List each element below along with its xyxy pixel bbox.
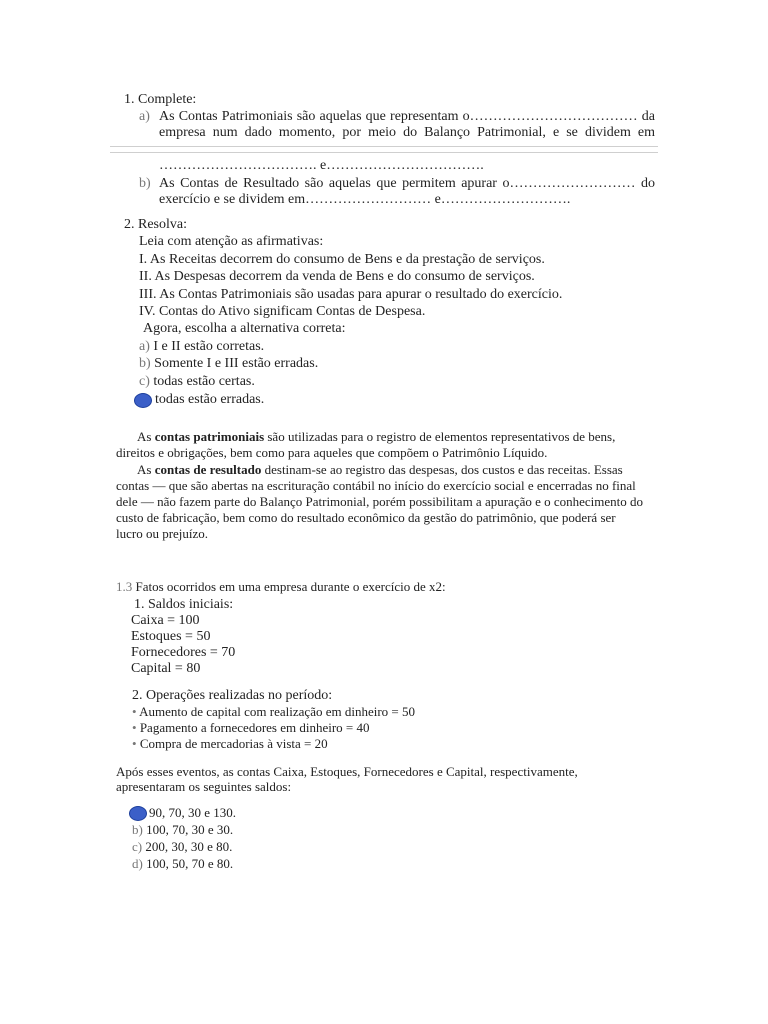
option-letter: b) (139, 356, 151, 371)
option-letter: c) (132, 839, 143, 854)
q2-option-c[interactable] (139, 373, 255, 390)
explanation-p2-line3: dele — não fazem parte do Balanço Patrimonial, porém possibilitam a apuração e o conhecimento do (116, 494, 644, 509)
page-break-divider (110, 146, 658, 153)
q13-title: 1.3 Fatos ocorridos em uma empresa durante o exercício de x2: (116, 579, 446, 594)
q2-option-a[interactable] (139, 338, 264, 355)
q13-op-2: • Pagamento a fornecedores em dinheiro = 40 (132, 720, 370, 735)
option-text: Somente I e III estão erradas. (154, 356, 319, 371)
q13-initial-title: 1. Saldos iniciais: (134, 597, 234, 612)
q13-initial-1: Caixa = 100 (131, 613, 200, 628)
q2-prompt: Agora, escolha a alternativa correta: (143, 321, 346, 336)
option-letter: a) (139, 339, 150, 354)
option-text: 200, 30, 30 e 80. (145, 839, 233, 854)
q1-a-line3: ……………………………. e……………………………. (159, 158, 484, 173)
option-letter: d) (132, 856, 143, 871)
option-text: 100, 50, 70 e 80. (146, 856, 234, 871)
explanation-p2-line2: contas — que são abertas na escrituração contábil no início do exercício social e encerradas no final (116, 478, 636, 493)
option-text: 90, 70, 30 e 130. (149, 805, 237, 820)
selected-answer-marker[interactable] (129, 806, 147, 821)
q13-option-d[interactable] (132, 856, 233, 872)
q1-a-line2: empresa num dado momento, por meio do Balanço Patrimonial, e se dividem em (159, 125, 655, 140)
q13-op-3: • Compra de mercadorias à vista = 20 (132, 736, 328, 751)
q13-question-line2: apresentaram os seguintes saldos: (116, 779, 292, 794)
selected-answer-marker[interactable] (134, 393, 152, 408)
option-text: I e II estão corretas. (153, 339, 265, 354)
q1-b-line2: exercício e se dividem em……………………… e………………………. (159, 192, 571, 207)
q13-option-c[interactable] (132, 839, 232, 855)
option-letter: c) (139, 374, 150, 389)
explanation-p1-line1: As contas patrimoniais são utilizadas para o registro de elementos representativos de bens, (137, 429, 616, 444)
bullet-icon: • (132, 736, 137, 751)
q2-intro: Leia com atenção as afirmativas: (139, 234, 324, 249)
q13-op-1: • Aumento de capital com realização em dinheiro = 50 (132, 704, 415, 719)
option-text: todas estão erradas. (155, 392, 265, 407)
bold-term: contas de resultado (154, 462, 262, 477)
q2-statement-1: I. As Receitas decorrem do consumo de Bens e da prestação de serviços. (139, 252, 545, 267)
explanation-p1-line2: direitos e obrigações, bem como para aqueles que compõem o Patrimônio Líquido. (116, 445, 548, 460)
option-text: 100, 70, 30 e 30. (146, 822, 234, 837)
q2-statement-3: III. As Contas Patrimoniais são usadas para apurar o resultado do exercício. (139, 287, 563, 302)
q1-b-letter: b) (139, 176, 151, 191)
q2-statement-4: IV. Contas do Ativo significam Contas de Despesa. (139, 304, 426, 319)
explanation-p2-line4: custo de fabricação, bem como do resultado econômico da gestão do patrimônio, que poderá ser (116, 510, 616, 525)
q13-ops-title: 2. Operações realizadas no período: (132, 688, 333, 703)
q13-initial-4: Capital = 80 (131, 661, 201, 676)
option-letter: b) (132, 822, 143, 837)
q13-initial-2: Estoques = 50 (131, 629, 211, 644)
q1-b-line1: As Contas de Resultado são aquelas que permitem apurar o……………………… do (159, 176, 655, 191)
bullet-icon: • (132, 704, 137, 719)
q13-question-line1: Após esses eventos, as contas Caixa, Estoques, Fornecedores e Capital, respectivamente, (116, 764, 578, 779)
q13-option-b[interactable] (132, 822, 233, 838)
bold-term: contas patrimoniais (154, 429, 265, 444)
q2-option-d[interactable] (155, 391, 264, 408)
q2-option-b[interactable] (139, 355, 318, 372)
q13-initial-3: Fornecedores = 70 (131, 645, 236, 660)
q13-option-a[interactable] (149, 805, 236, 821)
q13-number: 1.3 (116, 579, 133, 594)
q1-a-line1: As Contas Patrimoniais são aquelas que representam o……………………………… da (159, 109, 655, 124)
q2-title: 2. Resolva: (124, 217, 187, 232)
bullet-icon: • (132, 720, 137, 735)
explanation-p2-line1: As contas de resultado destinam-se ao registro das despesas, dos custos e das receitas. Essas (137, 462, 623, 477)
q1-title: 1. Complete: (124, 92, 197, 107)
q2-statement-2: II. As Despesas decorrem da venda de Bens e do consumo de serviços. (139, 269, 535, 284)
option-text: todas estão certas. (153, 374, 255, 389)
explanation-p2-line5: lucro ou prejuízo. (116, 526, 209, 541)
q1-a-letter: a) (139, 109, 150, 124)
